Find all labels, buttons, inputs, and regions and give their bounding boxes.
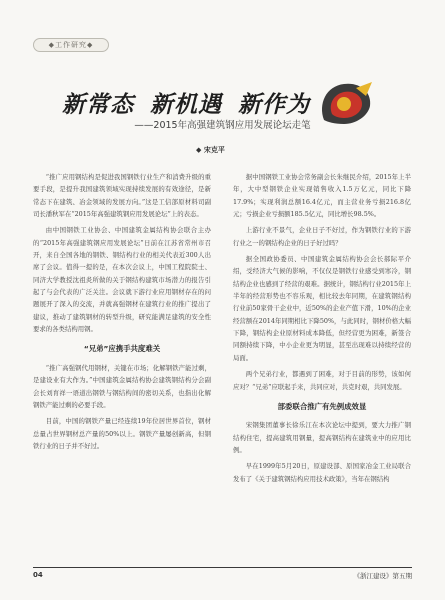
headline-part-1: 新常态 bbox=[62, 92, 134, 118]
paragraph: 早在1999年5月20日，原建设部、原国家冶金工业局联合发布了《关于建筑钢结构应用技术政策》，当年在钢结构 bbox=[233, 462, 411, 483]
section-heading: “兄弟”应携手共度难关 bbox=[83, 344, 161, 354]
paragraph: 宋钢集团董事长徐乐江在本次论坛中提到，要大力推广钢结构住宅，提高建筑用钢量，提高钢结构在建筑业中的应用比例。 bbox=[233, 421, 411, 454]
section-heading: 部委联合推广有先例成效显 bbox=[277, 401, 367, 411]
right-column bbox=[233, 171, 411, 485]
paragraph: 由中国钢铁工业协会、中国建筑金属结构协会联合主办的“2015年高强建筑钢应用发展论坛”日前在江苏省常州市召开，来自全国各地的钢铁、钢结构行业的相关代表近300人出席了会议。值得一提的是，在本次会议上，中国工程院院士、同济大学教授沈祖炎所做的关于钢结构建筑市场潜力的报告引起了与会代表的广泛关注。会议就下游行业应用钢材存在的问题展开了深入的交流，并就高强钢材在建筑行业的推广提出了建议，推动了建筑钢材的转型升级，研究能满足建筑的安全性要求的各类结构用钢。 bbox=[33, 226, 211, 334]
subtitle: ——2015年高强建筑钢应用发展论坛走笔 bbox=[134, 120, 311, 131]
paragraph: 据中国钢铁工业协会常务副会长朱继民介绍，2015年上半年，大中型钢铁企业实现销售收入1.5万亿元，同比下降17.9%；实现利润总额16.4亿元，而主营业务亏损216.8亿元；亏损企业亏损额185.5亿元，同比增长98.5%。 bbox=[233, 173, 411, 219]
paragraph: 据全国政协委员、中国建筑金属结构协会会长郝际平介绍，受经济大气候的影响，不仅仅是钢铁行业感受到寒冷，钢结构企业也感到了经营的艰难。据统计，钢结构行业2015年上半年的经营形势也不容乐观，相比较去年同期，在建筑钢结构行业前50家骨干企业中，近50%的企业产值下滑，10%的企业经营额在2014年同期相比下降50%，与此同时，钢材价格大幅下降，钢结构企业原材料成本降低，但经营更为困难，新签合同额持续下降，中小企业更为明显，甚至出现难以持续经营的局面。 bbox=[233, 255, 411, 362]
footer-divider bbox=[33, 567, 412, 568]
left-column bbox=[33, 171, 211, 452]
section-tag: ◆工作研究◆ bbox=[33, 38, 109, 52]
paragraph: 目前，中国的钢铁产量已经连续19年位居世界首位，钢材总量占世界钢材总产量的50%以上。钢铁产量屡创新高，但钢铁行业的日子并不好过。 bbox=[33, 417, 211, 450]
headline-part-3: 新作为 bbox=[238, 92, 310, 118]
journal-name: 《浙江建设》第五期 bbox=[353, 572, 412, 580]
paragraph: 两个兄弟行业，都遇到了困难，对于目前的形势，该如何应对？“兄弟”应联起手来，共同应对，共克时艰，共同发展。 bbox=[233, 370, 411, 391]
paragraph: “推广应用钢结构是促进我国钢铁行业生产和消费升级的重要手段，是提升我国建筑领域实现持续发展的有效途径，是新常态下在建筑、冶金领域的发展方向。”这是工信部原材料司副司长潘秋军在“2015年高强建筑钢应用发展论坛”上的表态。 bbox=[33, 173, 211, 219]
paragraph: 上游行业不景气，企业日子不好过，作为钢铁行业的下游行业之一的钢结构企业的日子好过吗？ bbox=[233, 226, 411, 247]
paragraph: “推广高强钢代用钢材，关键在市场；化解钢铁产能过剩，是建设业有大作为。”中国建筑金属结构协会建筑钢结构分会副会长刘育祥一语道出钢铁与钢结构间的密切关系，也指出化解钢铁产能过剩的必要手段。 bbox=[33, 363, 211, 409]
page-number: 04 bbox=[33, 571, 43, 579]
author-byline: ◆ 宋克平 bbox=[196, 146, 225, 154]
headline-part-2: 新机遇 bbox=[150, 92, 222, 118]
